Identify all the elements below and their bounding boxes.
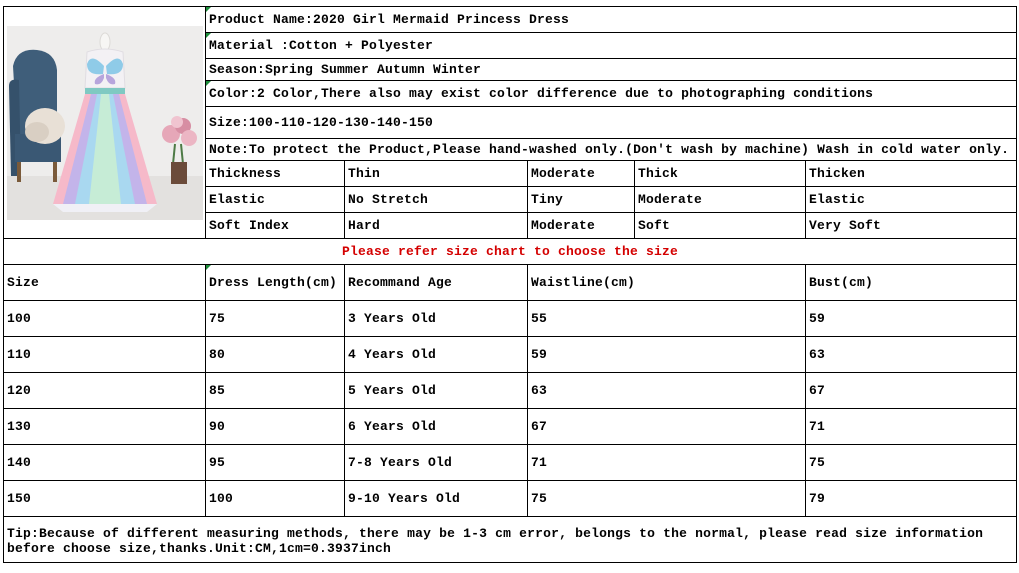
cell-age: 5 Years Old <box>345 373 528 409</box>
size-row <box>4 481 1017 517</box>
product-note: Note:To protect the Product,Please hand-washed only.(Don't wash by machine) Wash in cold water only. <box>206 139 1017 161</box>
property-value: Very Soft <box>806 213 1017 239</box>
cell-size: 130 <box>4 409 206 445</box>
cell-size: 120 <box>4 373 206 409</box>
header-dress-length: Dress Length(cm) <box>206 265 345 301</box>
property-label: Elastic <box>206 187 345 213</box>
property-value: Thick <box>635 161 806 187</box>
property-value: Soft <box>635 213 806 239</box>
cell-length: 90 <box>206 409 345 445</box>
cell-age: 3 Years Old <box>345 301 528 337</box>
cell-age: 7-8 Years Old <box>345 445 528 481</box>
cell-age: 6 Years Old <box>345 409 528 445</box>
cell-bust: 67 <box>806 373 1017 409</box>
cell-length: 80 <box>206 337 345 373</box>
product-photo-cell <box>4 7 206 239</box>
property-value: No Stretch <box>345 187 528 213</box>
size-row <box>4 445 1017 481</box>
cell-waist: 75 <box>528 481 806 517</box>
cell-bust: 63 <box>806 337 1017 373</box>
cell-age: 4 Years Old <box>345 337 528 373</box>
cell-length: 95 <box>206 445 345 481</box>
size-row <box>4 337 1017 373</box>
header-age: Recommand Age <box>345 265 528 301</box>
product-season: Season:Spring Summer Autumn Winter <box>206 59 1017 81</box>
cell-waist: 67 <box>528 409 806 445</box>
cell-bust: 59 <box>806 301 1017 337</box>
product-size-range: Size:100-110-120-130-140-150 <box>206 107 1017 139</box>
header-size: Size <box>4 265 206 301</box>
cell-waist: 63 <box>528 373 806 409</box>
size-tip: Tip:Because of different measuring methods, there may be 1-3 cm error, belongs to the normal, please read size information before choose size,thanks.Unit:CM,1cm=0.3937inch <box>4 517 1017 563</box>
cell-size: 100 <box>4 301 206 337</box>
cell-size: 150 <box>4 481 206 517</box>
size-row <box>4 301 1017 337</box>
size-row <box>4 409 1017 445</box>
product-table <box>3 6 1017 563</box>
cell-size: 140 <box>4 445 206 481</box>
cell-bust: 71 <box>806 409 1017 445</box>
cell-bust: 79 <box>806 481 1017 517</box>
cell-length: 75 <box>206 301 345 337</box>
product-photo <box>7 26 203 220</box>
property-value: Tiny <box>528 187 635 213</box>
property-value: Hard <box>345 213 528 239</box>
cell-age: 9-10 Years Old <box>345 481 528 517</box>
property-label: Soft Index <box>206 213 345 239</box>
property-value: Moderate <box>528 213 635 239</box>
property-value: Thin <box>345 161 528 187</box>
cell-waist: 55 <box>528 301 806 337</box>
size-row <box>4 373 1017 409</box>
size-chart-notice: Please refer size chart to choose the size <box>4 239 1017 265</box>
size-chart-sheet <box>3 6 1016 568</box>
cell-waist: 59 <box>528 337 806 373</box>
property-value: Moderate <box>635 187 806 213</box>
cell-length: 100 <box>206 481 345 517</box>
header-waistline: Waistline(cm) <box>528 265 806 301</box>
property-value: Moderate <box>528 161 635 187</box>
cell-waist: 71 <box>528 445 806 481</box>
cell-bust: 75 <box>806 445 1017 481</box>
header-bust: Bust(cm) <box>806 265 1017 301</box>
property-value: Thicken <box>806 161 1017 187</box>
property-label: Thickness <box>206 161 345 187</box>
cell-size: 110 <box>4 337 206 373</box>
mermaid-dress-image <box>7 26 203 220</box>
cell-length: 85 <box>206 373 345 409</box>
property-value: Elastic <box>806 187 1017 213</box>
product-name: Product Name:2020 Girl Mermaid Princess Dress <box>206 7 1017 33</box>
product-material: Material :Cotton + Polyester <box>206 33 1017 59</box>
product-color: Color:2 Color,There also may exist color difference due to photographing conditions <box>206 81 1017 107</box>
size-chart-header-row <box>4 265 1017 301</box>
